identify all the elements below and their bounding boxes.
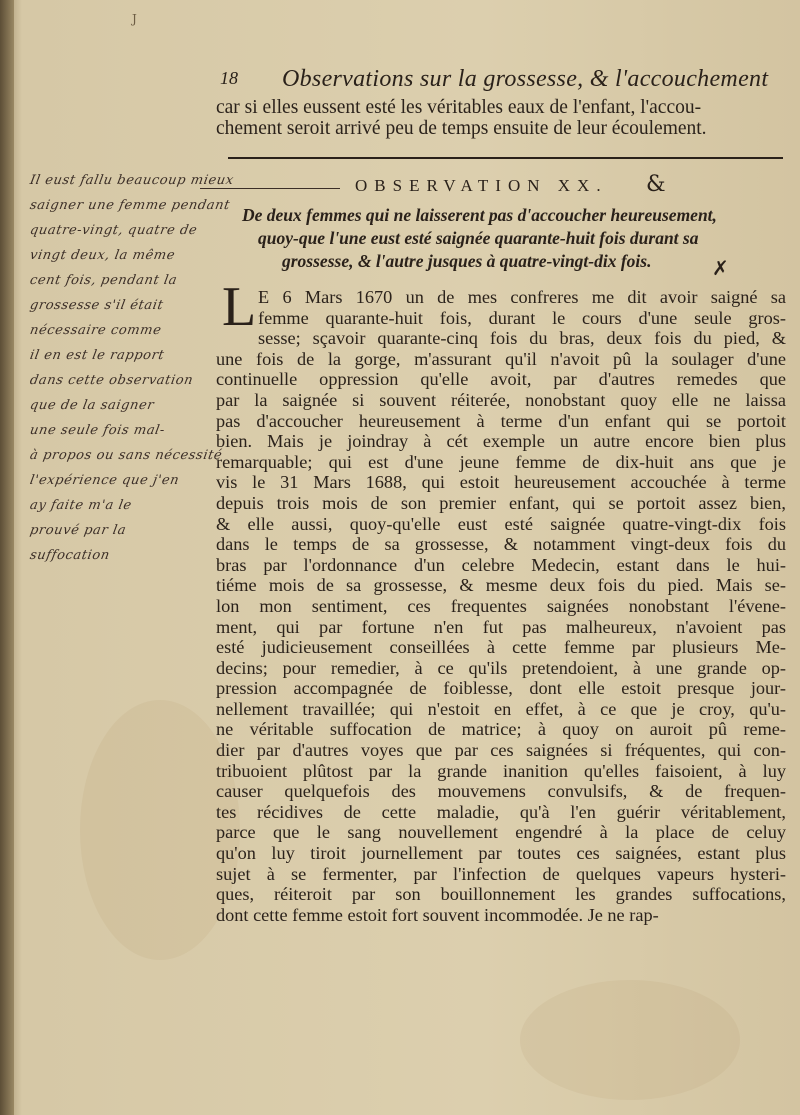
margin-note-line: nécessaire comme	[28, 323, 163, 338]
body-line: remarquable; qui est d'une jeune femme de dix-huit ans que je	[216, 451, 786, 472]
body-line: vis le 31 Mars 1688, qui estoit heureusement accouchée à terme	[216, 472, 786, 493]
body-line: bras par l'ordonnance d'un celebre Medecin, estant dans le hui-	[216, 554, 786, 575]
drop-cap: L	[222, 276, 257, 338]
margin-note-line: l'expérience que j'en	[28, 473, 181, 488]
body-line: E 6 Mars 1670 un de mes confreres me dit avoir saigné sa	[258, 287, 786, 307]
body-line: femme quarante-huit fois, durant le cours d'une seule gros-	[258, 307, 786, 328]
subtitle-line: grossesse, & l'autre jusques à quatre-vingt-dix fois.	[282, 251, 652, 271]
margin-note-line: dans cette observation	[28, 373, 195, 388]
body-line: dier par d'autres voyes que par ces saignées si fréquentes, qui con-	[216, 740, 786, 761]
body-line: pression accompagnée de foiblesse, dont elle estoit presque jour-	[216, 678, 786, 699]
handwritten-underline	[200, 188, 340, 189]
handwritten-cross-mark: ✗	[712, 256, 729, 280]
handwritten-margin-note	[28, 168, 235, 568]
running-title: Observations sur la grossesse, & l'accouchement	[282, 66, 769, 92]
body-line: sujet à se fermenter, par l'infection de quelques vapeurs hysteri-	[216, 863, 786, 884]
body-line: nellement travaillée; qui n'estoit en effet, à ce que je croy, qu'u-	[216, 698, 786, 719]
handwritten-mark: &	[646, 172, 666, 197]
binding-gutter	[0, 0, 14, 1115]
observation-body	[216, 287, 786, 925]
carry-over-paragraph	[216, 97, 786, 139]
margin-note-line: quatre-vingt, quatre de	[28, 223, 199, 238]
text-line: car si elles eussent esté les véritables eaux de l'enfant, l'accou-	[216, 97, 702, 118]
body-line: decins; pour remedier, à ce qu'ils pretendoient, à une grande op-	[216, 657, 786, 678]
body-line: tiéme mois de sa grossesse, & mesme deux fois du pied. Mais se-	[216, 575, 786, 596]
margin-note-line: une seule fois mal-	[28, 423, 167, 438]
body-line: depuis trois mois de son premier enfant, qui se portoit assez bien,	[216, 492, 786, 513]
body-line: esté judicieusement conseillées à cette femme par plusieurs Me-	[216, 637, 786, 658]
body-line: tribuoient plûtost par la grande inanition qu'elles faisoient, à luy	[216, 760, 786, 781]
body-line: causer quelquefois des mouvemens convulsifs, & de frequen-	[216, 781, 786, 802]
body-line: tes récidives de cette maladie, qu'à l'en guérir véritablement,	[216, 801, 786, 822]
margin-note-line: prouvé par la	[28, 523, 128, 538]
margin-note-line: grossesse s'il était	[28, 298, 165, 313]
body-line: bien. Mais je joindray à cét exemple un autre encore bien plus	[216, 431, 786, 452]
margin-note-line: cent fois, pendant la	[28, 273, 179, 288]
subtitle-line: quoy-que l'une eust esté saignée quarante-huit fois durant sa	[258, 228, 699, 248]
body-line: pas d'accoucher heureusement à terme d'un enfant qui se portoit	[216, 410, 786, 431]
margin-note-line: saigner une femme pendant	[28, 198, 232, 213]
body-line: ques, réiteroit par son bouillonnement les grandes suffocations,	[216, 884, 786, 905]
margin-note-line: suffocation	[28, 548, 112, 563]
subtitle-line: De deux femmes qui ne laisserent pas d'accoucher heureusement,	[242, 205, 717, 225]
margin-note-line: Il eust fallu beaucoup mieux	[28, 173, 235, 188]
body-line: dans le temps de sa grossesse, & notamment vingt-deux fois du	[216, 534, 786, 555]
margin-note-line: vingt deux, la même	[28, 248, 177, 263]
body-line: une fois de la gorge, m'assurant qu'il n'avoit pû la soulager d'une	[216, 348, 786, 369]
body-line: lon mon sentiment, ces frequentes saignées nonobstant l'évene-	[216, 595, 786, 616]
body-line: ment, qui par fortune n'en fut pas malheureux, n'avoient pas	[216, 616, 786, 637]
body-line: parce que le sang nouvellement engendré à la place de celuy	[216, 822, 786, 843]
page-number: 18	[220, 68, 238, 88]
paper-stain	[520, 980, 740, 1100]
body-line: dont cette femme estoit fort souvent incommodée. Je ne rap-	[216, 904, 659, 925]
section-rule	[228, 157, 783, 159]
margin-note-line: ay faite m'a le	[28, 498, 133, 513]
text-line: chement seroit arrivé peu de temps ensuite de leur écoulement.	[216, 118, 707, 139]
body-line: & elle aussi, quoy-qu'elle eust esté saignée quatre-vingt-dix fois	[216, 513, 786, 534]
body-line: continuelle oppression qu'elle avoit, par d'autres remedes que	[216, 369, 786, 390]
body-line: qu'on luy tiroit journellement par toutes ces saignées, estant plus	[216, 843, 786, 864]
margin-note-line: il en est le rapport	[28, 348, 166, 363]
body-line: par la saignée si souvent réiterée, nonobstant quoy elle ne laissa	[216, 389, 786, 410]
margin-note-line: que de la saigner	[28, 398, 156, 413]
body-line: sesse; sçavoir quarante-cinq fois du bras, deux fois du pied, &	[258, 328, 786, 349]
body-line: ne véritable suffocation de matrice; à quoy on auroit pû reme-	[216, 719, 786, 740]
observation-title: OBSERVATION XX.	[355, 176, 608, 195]
margin-note-line: à propos ou sans nécessité	[28, 448, 224, 463]
corner-ink-mark: J	[132, 12, 137, 26]
observation-subtitle	[230, 204, 785, 273]
